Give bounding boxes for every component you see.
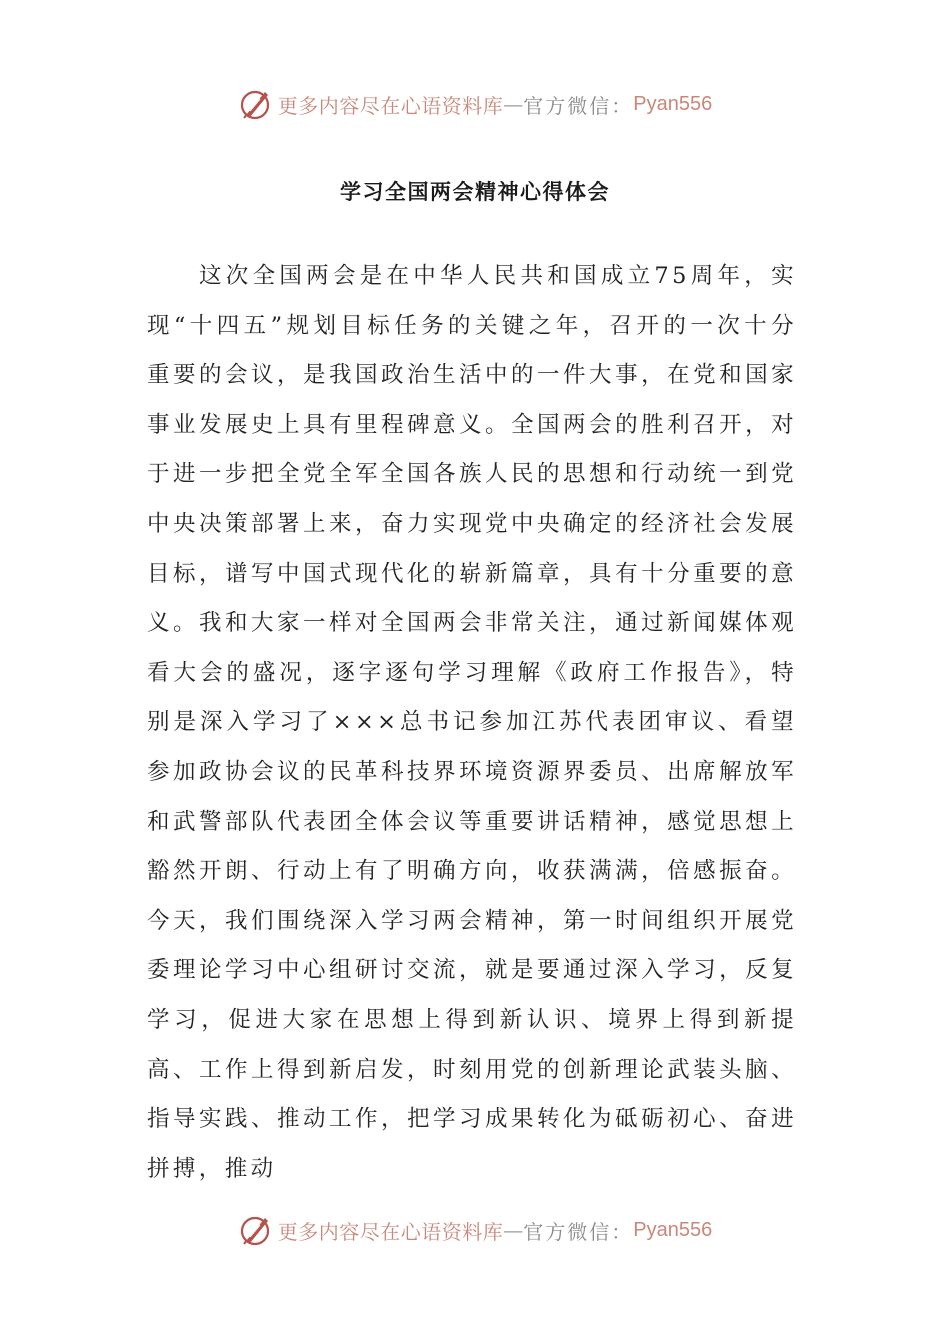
banner-separator: — (503, 1218, 524, 1242)
banner-brand-text: 更多内容尽在心语资料库 (277, 93, 504, 118)
quill-pen-circle-icon (238, 86, 274, 122)
footer-banner (0, 1208, 950, 1252)
quill-pen-circle-icon (238, 1212, 274, 1248)
header-banner (0, 82, 950, 126)
banner-separator: — (503, 92, 524, 116)
banner-wechat-label: 官方微信： (523, 93, 634, 118)
banner-brand-text: 更多内容尽在心语资料库 (277, 1219, 504, 1244)
banner-wechat-label: 官方微信： (523, 1219, 634, 1244)
banner-wechat-id: Pyan556 (633, 92, 713, 115)
banner-wechat-id: Pyan556 (633, 1218, 713, 1241)
body-paragraph: 这次全国两会是在中华人民共和国成立75周年，实现“十四五”规划目标任务的关键之年，召开的一次十分重要的会议，是我国政治生活中的一件大事，在党和国家事业发展史上具有里程碑意义。全国两会的胜利召开，对于进一步把全党全军全国各族人民的思想和行动统一到党中央决策部署上来，奋力实现党中央确定的经济社会发展目标，谱写中国式现代化的崭新篇章，具有十分重要的意义。我和大家一样对全国两会非常关注，通过新闻媒体观看大会的盛况，逐字逐句学习理解《政府工作报告》，特别是深入学习了×××总书记参加江苏代表团审议、看望参加政协会议的民革科技界环境资源界委员、出席解放军和武警部队代表团全体会议等重要讲话精神，感觉思想上豁然开朗、行动上有了明确方向，收获满满，倍感振奋。今天，我们围绕深入学习两会精神，第一时间组织开展党委理论学习中心组研讨交流，就是要通过深入学习，反复学习，促进大家在思想上得到新认识、境界上得到新提高、工作上得到新启发，时刻用党的创新理论武装头脑、指导实践、推动工作，把学习成果转化为砥砺初心、奋进拼搏，推动 (147, 263, 797, 1182)
document-title: 学习全国两会精神心得体会 (340, 179, 610, 204)
